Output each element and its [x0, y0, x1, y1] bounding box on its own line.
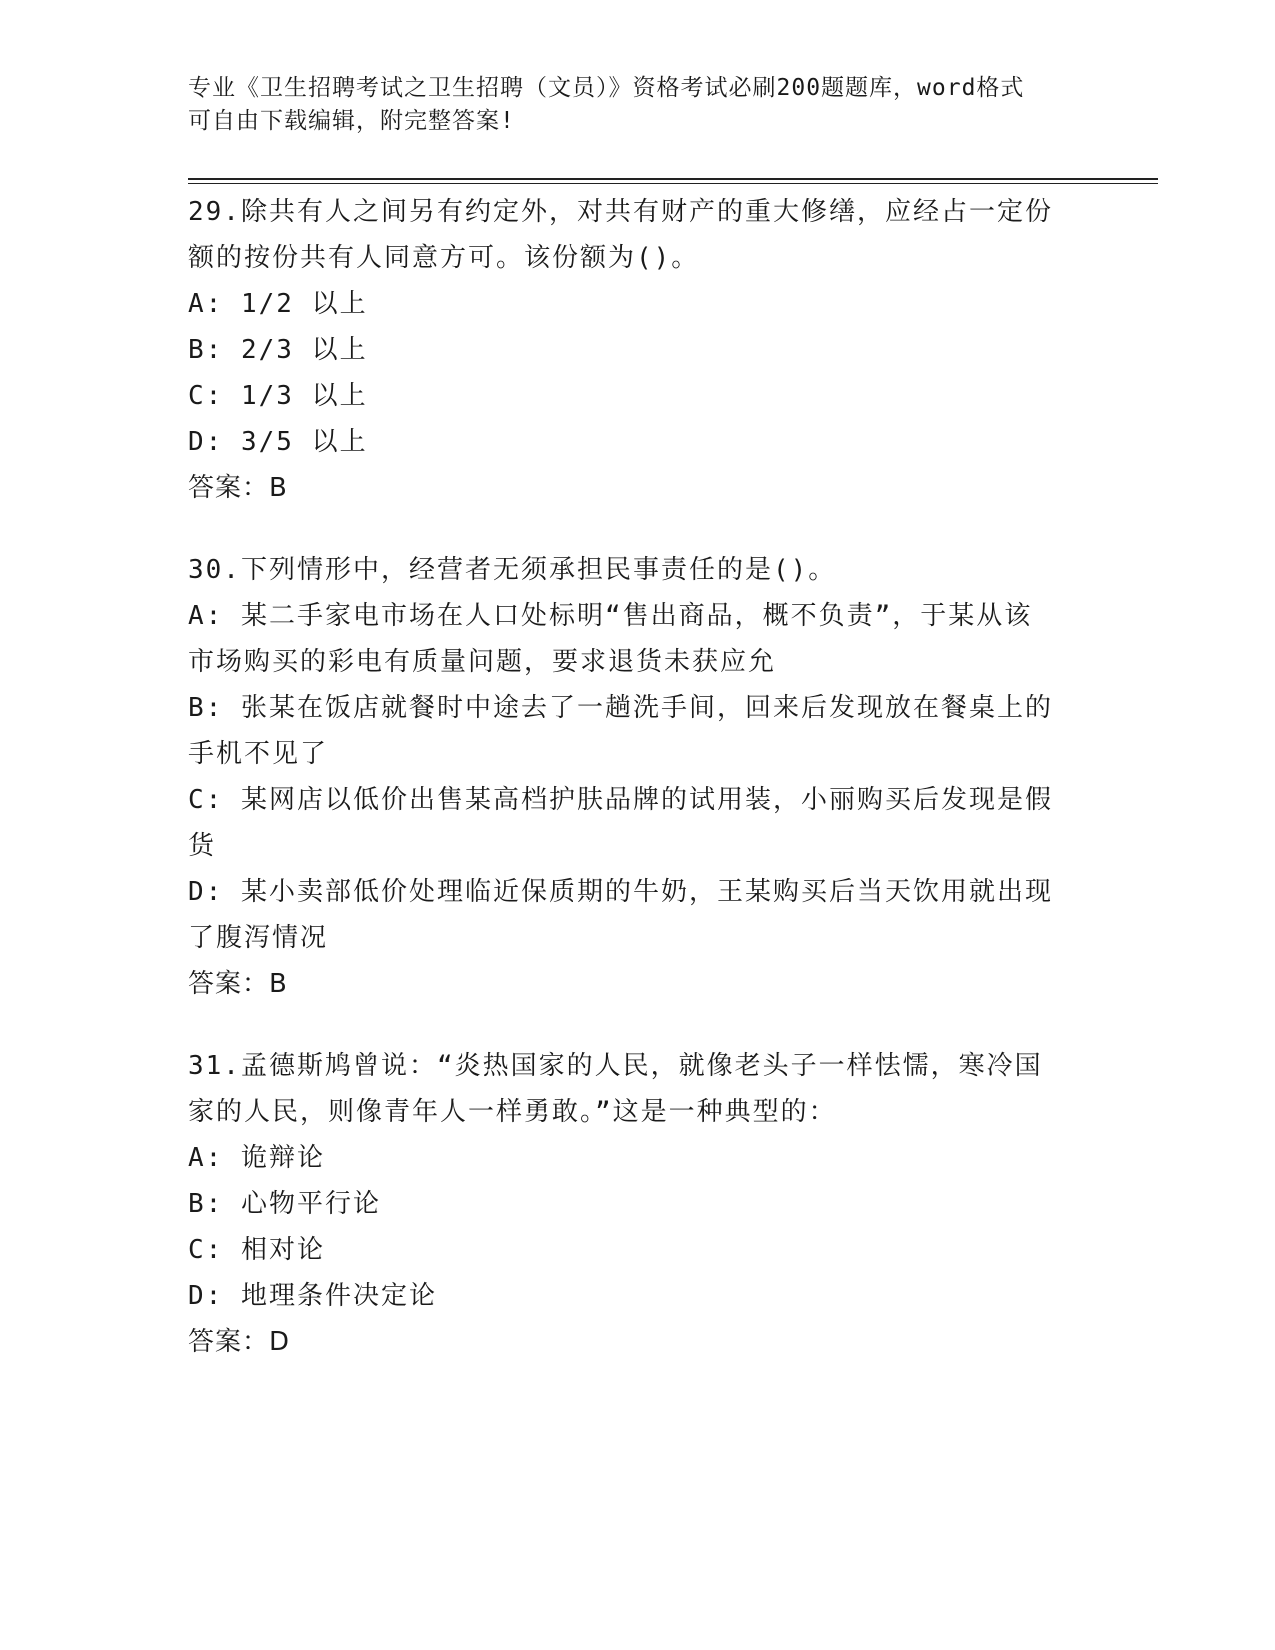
- question-31: [188, 1043, 1088, 1365]
- answer-line: 答案：B: [188, 473, 288, 503]
- question-list: [188, 189, 1088, 1401]
- option-d: D: 3/5 以上: [188, 427, 368, 457]
- header-divider: [188, 178, 1158, 184]
- option-a-continued: 市场购买的彩电有质量问题，要求退货未获应允: [188, 647, 777, 677]
- option-a: A: 诡辩论: [188, 1143, 325, 1173]
- header-title-line-1: 专业《卫生招聘考试之卫生招聘（文员）》资格考试必刷200题题库，word格式: [188, 75, 1025, 101]
- option-b: B: 张某在饭店就餐时中途去了一趟洗手间，回来后发现放在餐桌上的: [188, 693, 1053, 723]
- question-stem-line: 31.孟德斯鸠曾说：“炎热国家的人民，就像老头子一样怯懦，寒冷国: [188, 1051, 1043, 1081]
- document-header: [188, 72, 1088, 138]
- question-stem-line: 29.除共有人之间另有约定外，对共有财产的重大修缮，应经占一定份: [188, 197, 1053, 227]
- question-stem-line: 家的人民，则像青年人一样勇敢。”这是一种典型的：: [188, 1097, 837, 1127]
- option-d: D: 地理条件决定论: [188, 1281, 437, 1311]
- question-stem-line: 额的按份共有人同意方可。该份额为()。: [188, 243, 700, 273]
- question-30: [188, 547, 1088, 1007]
- question-stem-line: 30.下列情形中，经营者无须承担民事责任的是()。: [188, 555, 837, 585]
- header-title-line-2: 可自由下载编辑，附完整答案!: [188, 108, 515, 134]
- option-c: C: 相对论: [188, 1235, 325, 1265]
- option-d: D: 某小卖部低价处理临近保质期的牛奶，王某购买后当天饮用就出现: [188, 877, 1053, 907]
- answer-line: 答案：B: [188, 969, 288, 999]
- option-a: A: 1/2 以上: [188, 289, 368, 319]
- question-29: [188, 189, 1088, 511]
- option-c-continued: 货: [188, 831, 217, 861]
- option-d-continued: 了腹泻情况: [188, 923, 329, 953]
- option-c: C: 某网店以低价出售某高档护肤品牌的试用装，小丽购买后发现是假: [188, 785, 1053, 815]
- answer-line: 答案：D: [188, 1327, 291, 1357]
- option-c: C: 1/3 以上: [188, 381, 368, 411]
- option-b: B: 2/3 以上: [188, 335, 368, 365]
- option-a: A: 某二手家电市场在人口处标明“售出商品，概不负责”，于某从该: [188, 601, 1033, 631]
- option-b: B: 心物平行论: [188, 1189, 381, 1219]
- option-b-continued: 手机不见了: [188, 739, 329, 769]
